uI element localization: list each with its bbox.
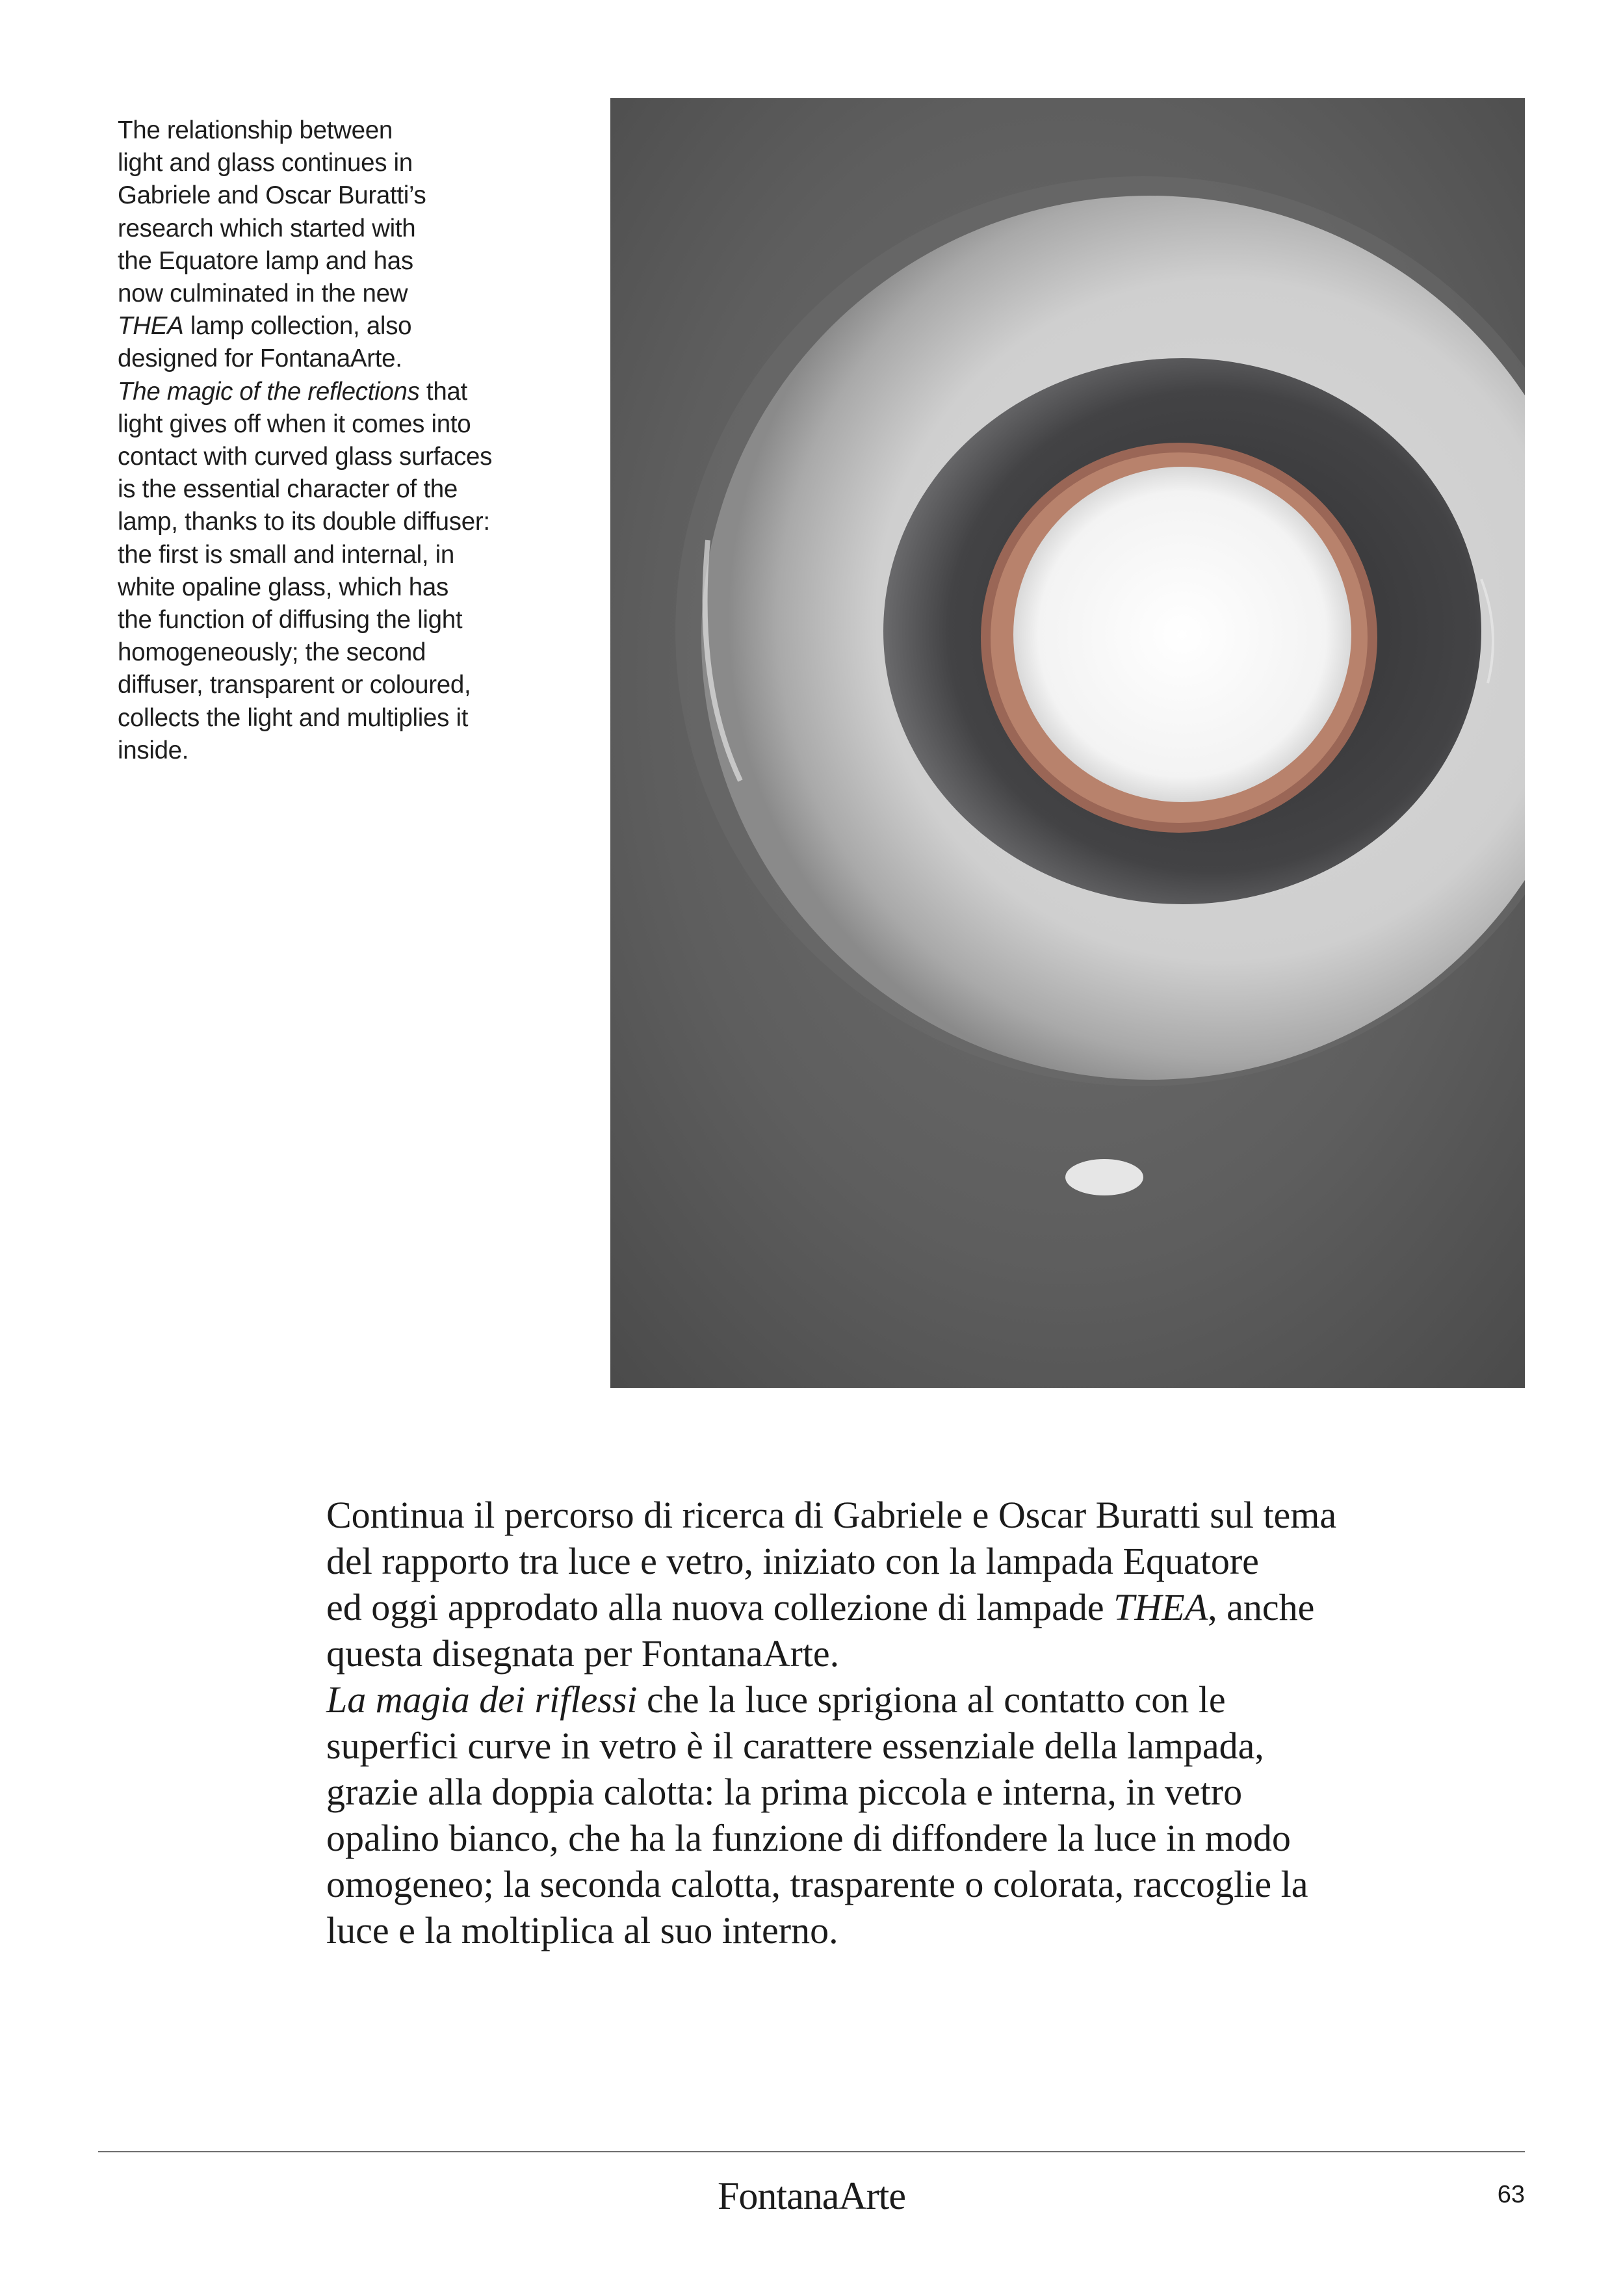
text-line: Continua il percorso di ricerca di Gabriele e Oscar Buratti sul tema [326,1494,1337,1536]
text-line: is the essential character of the [118,475,458,504]
text-line [118,310,560,343]
text-line [118,376,560,408]
text-line: research which started with [118,214,416,242]
page-number: 63 [1497,2181,1525,2208]
text-fragment: , anche [1208,1586,1315,1628]
text-line [326,1676,1542,1723]
text-fragment: lamp collection, also [183,312,412,341]
text-line: opalino bianco, che ha la funzione di diffondere la luce in modo [326,1817,1291,1859]
text-line: Gabriele and Oscar Buratti’s [118,181,426,210]
product-name-italic: THEA [1113,1586,1208,1628]
text-line: superfici curve in vetro è il carattere essenziale della lampada, [326,1725,1264,1767]
lamp-illustration-icon [610,98,1525,1388]
text-line: diffuser, transparent or coloured, [118,671,471,699]
text-line: questa disegnata per FontanaArte. [326,1632,840,1675]
text-fragment: che la luce sprigiona al contatto con le [637,1678,1226,1721]
footer-divider [98,2151,1525,2152]
text-line: homogeneously; the second [118,638,426,667]
text-line: the function of diffusing the light [118,606,463,634]
emphasis-italic: The magic of the reflections [118,377,420,406]
text-line: the Equatore lamp and has [118,246,413,275]
text-line: del rapporto tra luce e vetro, iniziato con la lampada Equatore [326,1540,1259,1582]
text-line: omogeneo; la seconda calotta, trasparente o colorata, raccoglie la [326,1863,1308,1905]
text-line: the first is small and internal, in [118,540,455,569]
emphasis-italic: La magia dei riflessi [326,1678,638,1721]
text-line: contact with curved glass surfaces [118,443,493,471]
text-line: light gives off when it comes into [118,410,471,438]
text-line: collects the light and multiplies it [118,703,469,732]
brand-logo: FontanaArte [718,2174,905,2217]
text-fragment: that [419,377,467,406]
text-line: inside. [118,736,189,764]
lamp-photo [610,98,1525,1388]
english-description [118,114,560,767]
text-line [326,1584,1542,1630]
text-line: now culminated in the new [118,280,408,308]
text-line: grazie alla doppia calotta: la prima piccola e interna, in vetro [326,1771,1243,1813]
product-name-italic: THEA [118,312,184,341]
text-line: The relationship between [118,116,393,144]
text-line: luce e la moltiplica al suo interno. [326,1909,838,1951]
text-fragment: ed oggi approdato alla nuova collezione di lampade [326,1586,1114,1628]
text-line: lamp, thanks to its double diffuser: [118,508,490,536]
italian-description [326,1492,1542,1953]
text-line: white opaline glass, which has [118,573,448,601]
text-line: designed for FontanaArte. [118,345,402,373]
text-line: light and glass continues in [118,149,413,177]
